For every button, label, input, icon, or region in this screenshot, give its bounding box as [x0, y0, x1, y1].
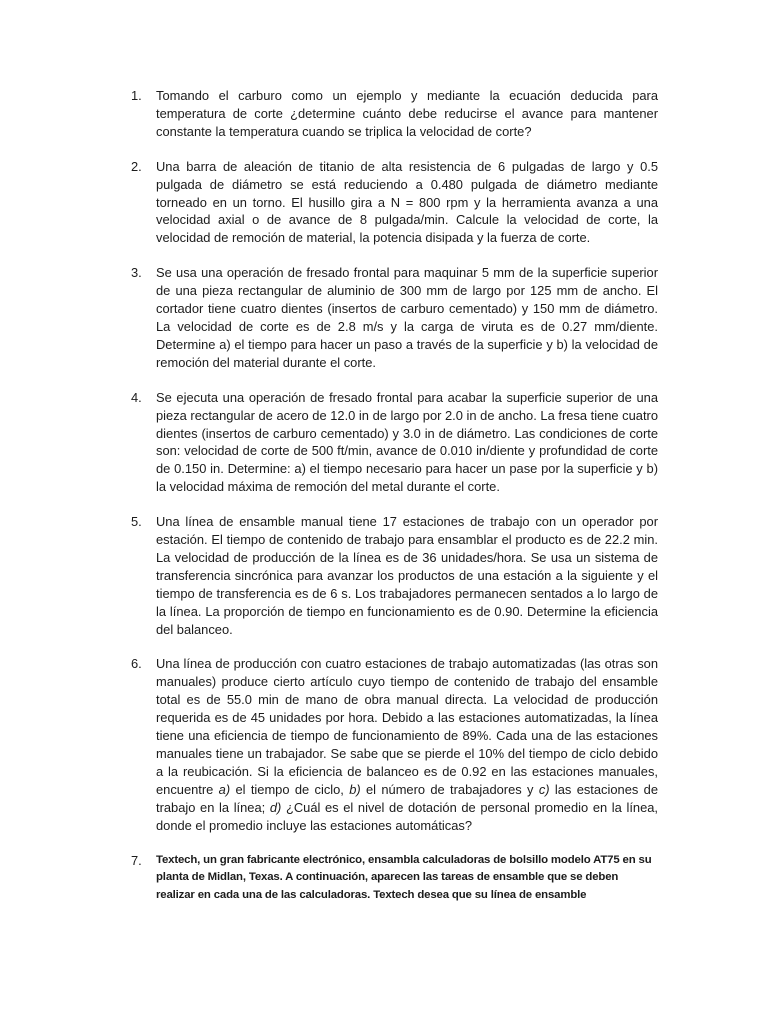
problem-number: 5. [131, 514, 142, 530]
problem-text: Una barra de aleación de titanio de alta resistencia de 6 pulgadas de largo y 0.5 pulgada de diámetro se está reduciendo a 0.480 pulgada de diámetro mediante torneado en un torno. El husillo gira a N = 800 rpm y la herramienta avanza a una velocidad axial o de avance de 8 pulgada/min. Calcule la velocidad de corte, la velocidad de remoción de material, la potencia disipada y la fuerza de corte. [156, 158, 658, 246]
problem-text: Tomando el carburo como un ejemplo y mediante la ecuación deducida para temperatura de corte ¿determine cuánto debe reducirse el avance para mantener constante la temperatura cuando se triplica la velocidad de corte? [156, 88, 658, 139]
part-label-b: b) [349, 781, 361, 797]
problem-text: Se usa una operación de fresado frontal para maquinar 5 mm de la superficie superior de una pieza rectangular de aluminio de 300 mm de largo por 125 mm de ancho. El cortador tiene cuatro dientes (insertos de carburo cementado) y 150 mm de diámetro. La velocidad de corte es de 2.8 m/s y la carga de viruta es de 0.27 mm/diente. Determine a) el tiempo para hacer un paso a través de la superficie y b) la velocidad de remoción del material durante el corte. [156, 265, 658, 370]
problem-number: 1. [131, 88, 142, 103]
part-text-d: ¿Cuál es el nivel de dotación de personal promedio en la línea, donde el promedio incluye las estaciones automáticas? [156, 799, 658, 833]
part-text-b: el número de trabajadores y [360, 781, 539, 797]
problem-number: 2. [131, 158, 142, 174]
problem-item-4 [131, 389, 658, 496]
problem-item-6 [131, 655, 658, 834]
problem-item-2 [131, 158, 658, 248]
problem-item-1 [131, 87, 658, 141]
problem-text-intro: Una línea de producción con cuatro estaciones de trabajo automatizadas (las otras son manuales) produce cierto artículo cuyo tiempo de contenido de trabajo del ensamble total es de 55.0 min de mano de obra manual directa. La velocidad de producción requerida es de 45 unidades por hora. Debido a las estaciones automatizadas, la línea tiene una eficiencia de tiempo de funcionamiento de 89%. Cada una de las estaciones manuales tiene un trabajador. Se sabe que se pierde el 10% del tiempo de ciclo debido a la reubicación. Si la eficiencia de balanceo es de 0.92 en las estaciones manuales, encuentre [156, 656, 658, 797]
problem-text [156, 656, 658, 832]
part-text-c: las estaciones de trabajo en la línea; [156, 781, 658, 815]
problem-number: 3. [131, 265, 142, 281]
problem-text: Se ejecuta una operación de fresado frontal para acabar la superficie superior de una pieza rectangular de acero de 12.0 in de largo por 2.0 in de ancho. La fresa tiene cuatro dientes (insertos de carburo cementado) y 3.0 in de diámetro. Las condiciones de corte son: velocidad de corte de 500 ft/min, avance de 0.010 in/diente y profundidad de corte de 0.150 in. Determine: a) el tiempo necesario para hacer un pase por la superficie y b) la velocidad máxima de remoción del metal durante el corte. [156, 389, 658, 495]
part-label-d: d) [269, 799, 282, 815]
problem-text: Textech, un gran fabricante electrónico, ensambla calculadoras de bolsillo modelo AT75 en su planta de Midlan, Texas. A continuación, aparecen las tareas de ensamble que se deben realizar en cada una de las calculadoras. Textech desea que su línea de ensamble [156, 853, 652, 902]
problem-text: Una línea de ensamble manual tiene 17 estaciones de trabajo con un operador por estación. El tiempo de contenido de trabajo para ensamblar el producto es de 22.2 min. La velocidad de producción de la línea es de 36 unidades/hora. Se usa un sistema de transferencia sincrónica para avanzar los productos de una estación a la siguiente y el tiempo de transferencia es de 6 s. Los trabajadores permanecen sentados a lo largo de la línea. La proporción de tiempo en funcionamiento es de 0.90. Determine la eficiencia del balanceo. [156, 514, 658, 637]
part-text-a: el tiempo de ciclo, [230, 781, 350, 797]
problem-number: 4. [131, 389, 142, 405]
problem-item-3 [131, 264, 658, 371]
problem-number: 6. [131, 656, 142, 672]
problem-item-7 [131, 852, 658, 906]
problem-item-5 [131, 513, 658, 638]
problem-list [131, 87, 658, 905]
part-label-a: a) [218, 781, 231, 797]
part-label-c: c) [538, 781, 550, 797]
problem-number: 7. [131, 852, 142, 868]
